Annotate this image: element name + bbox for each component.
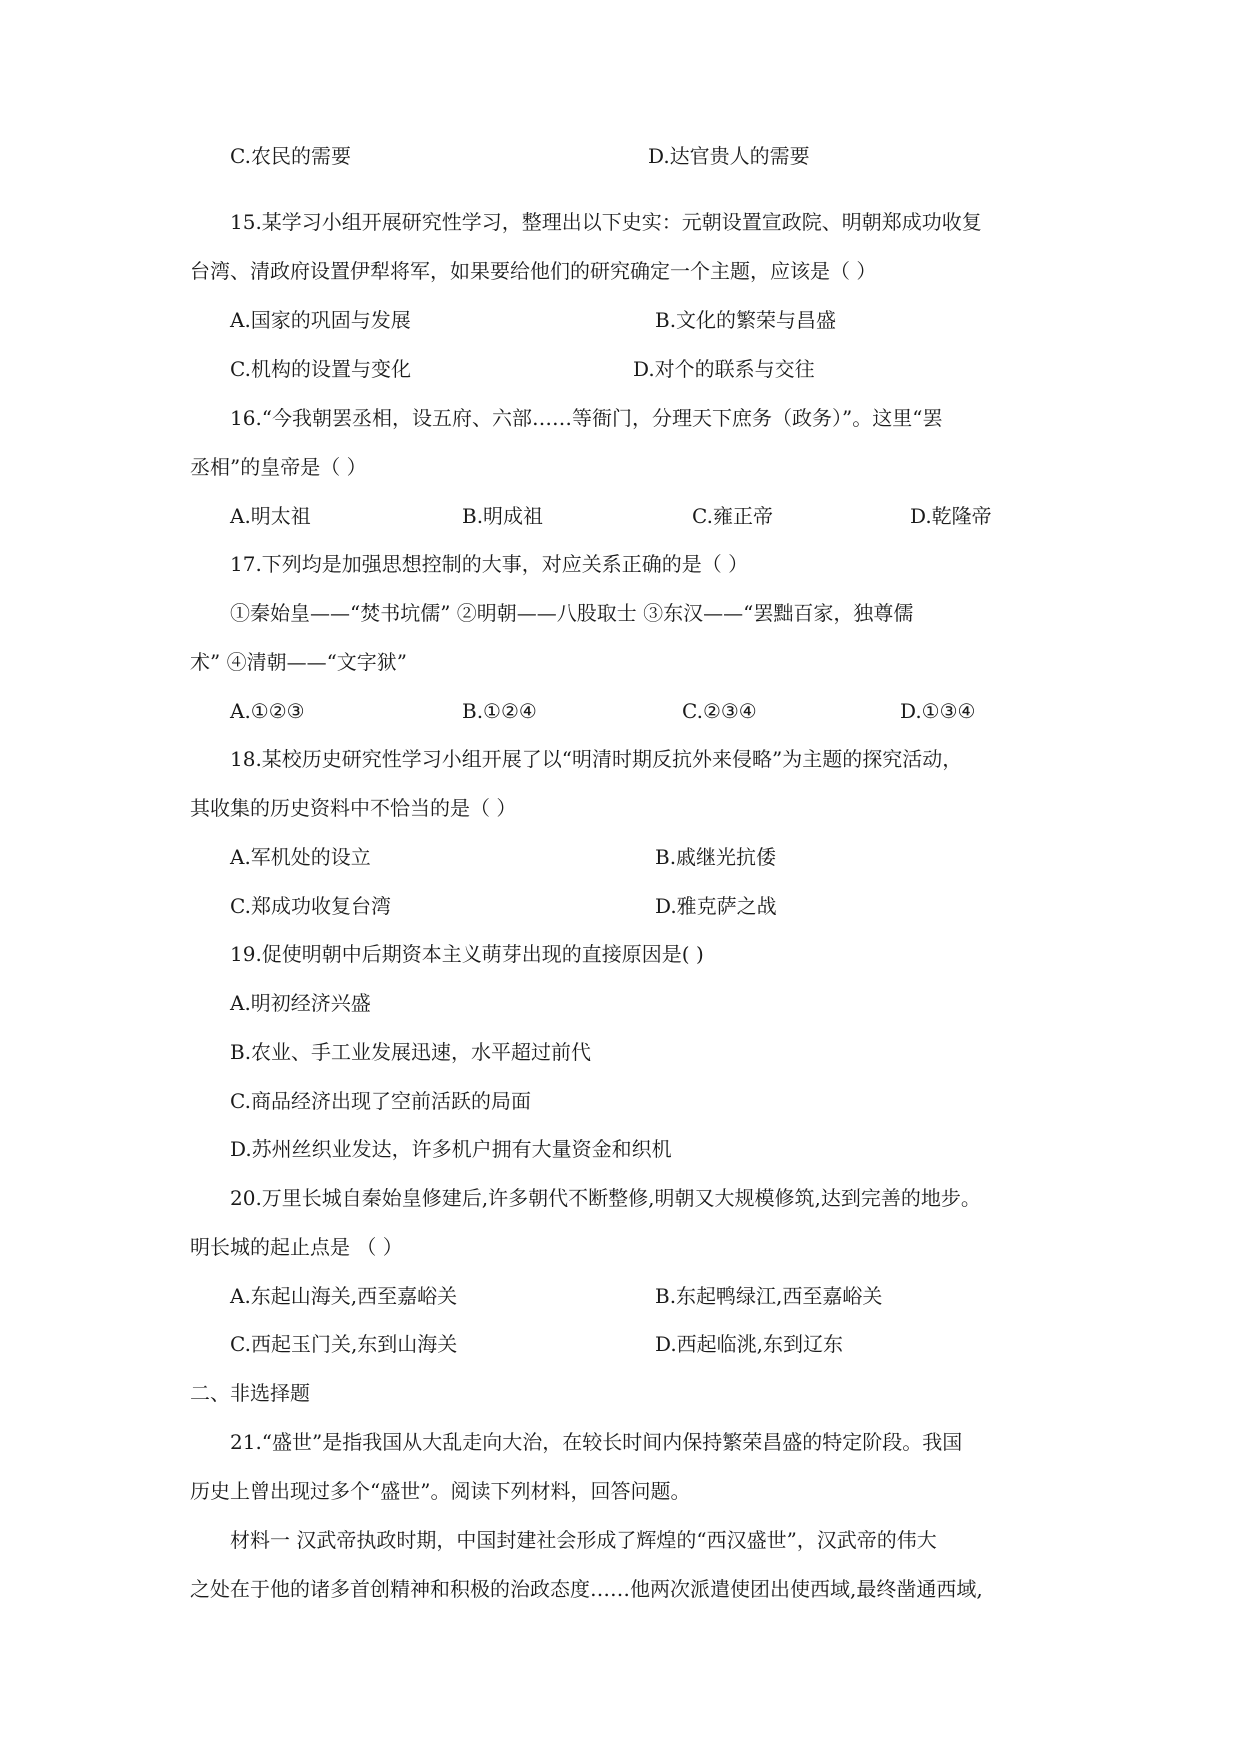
q16-stem-line1: 16.“今我朝罢丞相，设五府、六部……等衙门，分理天下庶务（政务）”。这里“罢 (230, 406, 943, 430)
q19-stem: 19.促使明朝中后期资本主义萌芽出现的直接原因是( ) (230, 942, 704, 966)
q15-stem-line1: 15.某学习小组开展研究性学习，整理出以下史实：元朝设置宣政院、明朝郑成功收复 (230, 210, 982, 234)
q16-option-b: B.明成祖 (462, 504, 544, 528)
q21-material1-line2: 之处在于他的诸多首创精神和积极的治政态度……他两次派遣使团出使西域,最终凿通西域, (190, 1577, 983, 1601)
q18-option-b: B.戚继光抗倭 (655, 845, 777, 869)
q20-option-a: A.东起山海关,西至嘉峪关 (230, 1284, 458, 1308)
q21-material1-line1: 材料一 汉武帝执政时期，中国封建社会形成了辉煌的“西汉盛世”，汉武帝的伟大 (230, 1528, 937, 1552)
q21-stem-line1: 21.“盛世”是指我国从大乱走向大治，在较长时间内保持繁荣昌盛的特定阶段。我国 (230, 1430, 963, 1454)
q14-option-c: C.农民的需要 (230, 144, 351, 168)
q16-option-c: C.雍正帝 (692, 504, 773, 528)
q18-option-d: D.雅克萨之战 (655, 894, 777, 918)
q17-stem-line1: 17.下列均是加强思想控制的大事，对应关系正确的是（ ） (230, 552, 749, 576)
q20-stem-line2: 明长城的起止点是 （ ） (190, 1235, 403, 1259)
section-heading: 二、非选择题 (190, 1381, 310, 1405)
q18-option-a: A.军机处的设立 (230, 845, 371, 869)
q16-stem-line2: 丞相”的皇帝是（ ） (190, 455, 367, 479)
q20-stem-line1: 20.万里长城自秦始皇修建后,许多朝代不断整修,明朝又大规模修筑,达到完善的地步。 (230, 1186, 981, 1210)
q18-option-c: C.郑成功收复台湾 (230, 894, 391, 918)
q19-option-c: C.商品经济出现了空前活跃的局面 (230, 1089, 531, 1113)
q19-option-b: B.农业、手工业发展迅速，水平超过前代 (230, 1040, 592, 1064)
q17-option-b: B.①②④ (462, 699, 537, 723)
q15-option-d: D.对个的联系与交往 (633, 357, 815, 381)
q18-stem-line2: 其收集的历史资料中不恰当的是（ ） (190, 796, 517, 820)
q16-option-a: A.明太祖 (230, 504, 311, 528)
q17-option-c: C.②③④ (682, 699, 757, 723)
q15-stem-line2: 台湾、清政府设置伊犁将军，如果要给他们的研究确定一个主题，应该是（ ） (190, 259, 877, 283)
q20-option-d: D.西起临洮,东到辽东 (655, 1332, 844, 1356)
q19-option-a: A.明初经济兴盛 (230, 991, 371, 1015)
q18-stem-line1: 18.某校历史研究性学习小组开展了以“明清时期反抗外来侵略”为主题的探究活动， (230, 747, 963, 771)
q17-option-d: D.①③④ (900, 699, 976, 723)
q20-option-b: B.东起鸭绿江,西至嘉峪关 (655, 1284, 883, 1308)
q21-stem-line2: 历史上曾出现过多个“盛世”。阅读下列材料，回答问题。 (190, 1479, 691, 1503)
q20-option-c: C.西起玉门关,东到山海关 (230, 1332, 458, 1356)
q17-option-a: A.①②③ (230, 699, 305, 723)
q16-option-d: D.乾隆帝 (910, 504, 992, 528)
q15-option-c: C.机构的设置与变化 (230, 357, 411, 381)
q17-stem-line2: ①秦始皇——“焚书坑儒” ②明朝——八股取士 ③东汉——“罢黜百家，独尊儒 (230, 601, 914, 625)
q14-option-d: D.达官贵人的需要 (648, 144, 810, 168)
q19-option-d: D.苏州丝织业发达，许多机户拥有大量资金和织机 (230, 1137, 672, 1161)
q15-option-b: B.文化的繁荣与昌盛 (655, 308, 837, 332)
q15-option-a: A.国家的巩固与发展 (230, 308, 411, 332)
q17-stem-line3: 术” ④清朝——“文字狱” (190, 650, 408, 674)
